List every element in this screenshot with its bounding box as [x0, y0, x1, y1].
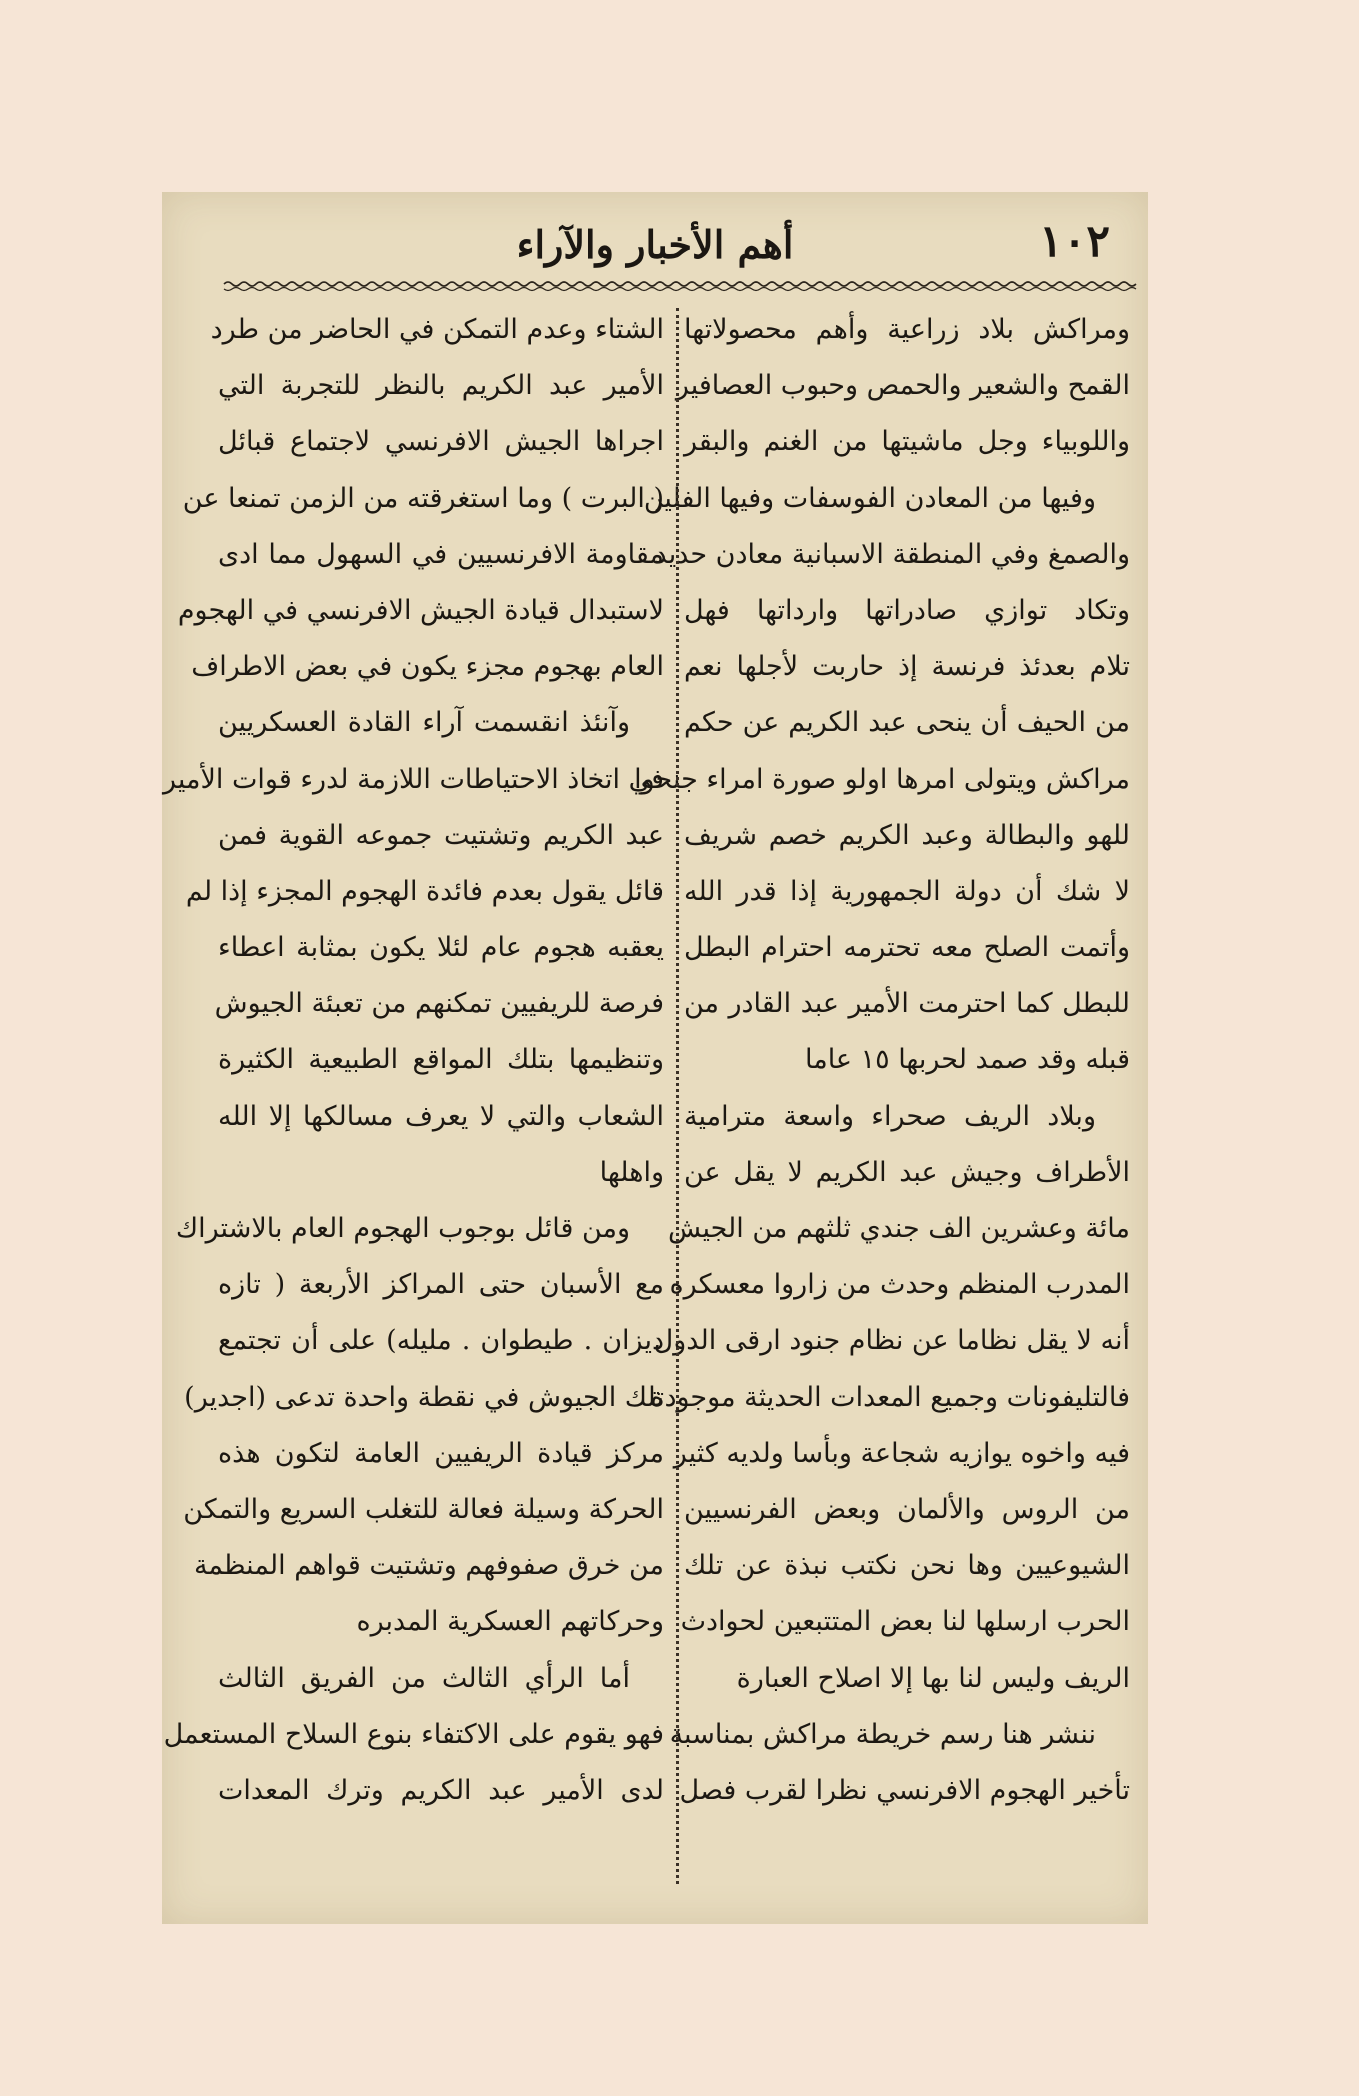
text-line: الشيوعيين وها نحن نكتب نبذة عن تلك	[684, 1550, 1130, 1582]
text-line: لاستبدال قيادة الجيش الافرنسي في الهجوم	[177, 594, 664, 626]
text-line: فهو يقوم على الاكتفاء بنوع السلاح المستعمل	[163, 1718, 664, 1750]
text-line: من الروس والألمان وبعض الفرنسيين	[684, 1493, 1130, 1525]
text-line: الأمير عبد الكريم بالنظر للتجربة التي	[218, 370, 664, 402]
text-line: الريف وليس لنا بها إلا اصلاح العبارة	[736, 1662, 1130, 1694]
text-line: أنه لا يقل نظاما عن نظام جنود ارقى الدول	[653, 1325, 1130, 1357]
column-divider	[676, 308, 679, 1884]
text-line: فيه واخوه يوازيه شجاعة وبأسا ولديه كثير	[673, 1437, 1130, 1469]
text-line: الشعاب والتي لا يعرف مسالكها إلا الله	[218, 1100, 664, 1132]
text-line: الأطراف وجيش عبد الكريم لا يقل عن	[684, 1156, 1130, 1188]
text-line: العام بهجوم مجزء يكون في بعض الاطراف	[191, 651, 664, 683]
text-line: من الحيف أن ينحى عبد الكريم عن حكم	[684, 707, 1130, 739]
text-line: قائل يقول بعدم فائدة الهجوم المجزء إذا لم	[185, 875, 664, 907]
text-line: مركز قيادة الريفيين العامة لتكون هذه	[218, 1437, 664, 1469]
decorative-wavy-rule	[224, 280, 1130, 292]
text-line: وفيها من المعادن الفوسفات وفيها الفلين	[643, 482, 1096, 514]
text-line: مقاومة الافرنسيين في السهول مما ادى	[218, 538, 664, 570]
text-line: وتكاد توازي صادراتها وارداتها فهل	[684, 594, 1130, 626]
page-number: ١٠٢	[1039, 216, 1110, 267]
text-line: وأتمت الصلح معه تحترمه احترام البطل	[684, 932, 1130, 964]
text-line: للبطل كما احترمت الأمير عبد القادر من	[684, 988, 1130, 1020]
left-column	[163, 302, 664, 1884]
text-line: اجراها الجيش الافرنسي لاجتماع قبائل	[218, 426, 664, 458]
text-line: والصمغ وفي المنطقة الاسبانية معادن حديد	[654, 538, 1130, 570]
page-header	[162, 212, 1148, 282]
text-line: تلك الجيوش في نقطة واحدة تدعى (اجدير)	[184, 1381, 664, 1413]
right-column	[634, 302, 1130, 1884]
text-line: تلام بعدئذ فرنسة إذ حاربت لأجلها نعم	[684, 651, 1130, 683]
text-line: في اتخاذ الاحتياطات اللازمة لدرء قوات الأمير	[163, 763, 664, 795]
text-line: الشتاء وعدم التمكن في الحاضر من طرد	[210, 314, 664, 345]
text-line: ومن قائل بوجوب الهجوم العام بالاشتراك	[175, 1213, 630, 1244]
text-line: قبله وقد صمد لحربها ١٥ عاما	[805, 1044, 1130, 1076]
text-line: لا شك أن دولة الجمهورية إذا قدر الله	[684, 875, 1130, 907]
text-line: فالتليفونات وجميع المعدات الحديثة موجودة	[650, 1381, 1130, 1413]
text-line: أما الرأي الثالث من الفريق الثالث	[218, 1662, 630, 1694]
text-line: القمح والشعير والحمص وحبوب العصافير	[675, 370, 1130, 402]
text-line: لدى الأمير عبد الكريم وترك المعدات	[218, 1774, 664, 1806]
text-line: من خرق صفوفهم وتشتيت قواهم المنظمة	[193, 1550, 664, 1582]
text-line: مائة وعشرين الف جندي ثلثهم من الجيش	[668, 1213, 1130, 1244]
text-line: وحركاتهم العسكرية المدبره	[356, 1606, 664, 1638]
text-line: واللوبياء وجل ماشيتها من الغنم والبقر	[684, 426, 1130, 458]
text-line: يعقبه هجوم عام لئلا يكون بمثابة اعطاء	[218, 932, 664, 964]
text-line: الحركة وسيلة فعالة للتغلب السريع والتمكن	[183, 1493, 664, 1525]
text-line: واهلها	[599, 1156, 664, 1188]
text-line: تأخير الهجوم الافرنسي نظرا لقرب فصل	[679, 1774, 1130, 1806]
text-line: وتنظيمها بتلك المواقع الطبيعية الكثيرة	[218, 1044, 664, 1076]
running-title: أهم الأخبار والآراء	[516, 222, 794, 267]
text-line: وبلاد الريف صحراء واسعة مترامية	[684, 1100, 1096, 1132]
text-line: مع الأسبان حتى المراكز الأربعة ( تازه	[218, 1269, 664, 1301]
text-line: ننشر هنا رسم خريطة مراكش بمناسبة	[669, 1718, 1096, 1750]
text-line: الحرب ارسلها لنا بعض المتتبعين لحوادث	[680, 1606, 1130, 1638]
text-line: ومراكش بلاد زراعية وأهم محصولاتها	[684, 314, 1130, 345]
text-line: عبد الكريم وتشتيت جموعه القوية فمن	[218, 819, 664, 851]
text-line: للهو والبطالة وعبد الكريم خصم شريف	[684, 819, 1130, 851]
text-line: المدرب المنظم وحدث من زاروا معسكره	[669, 1269, 1130, 1301]
text-line: ( البرت ) وما استغرقته من الزمن تمنعا عن	[182, 482, 664, 514]
text-line: وآنئذ انقسمت آراء القادة العسكريين	[218, 707, 630, 739]
book-page	[162, 192, 1148, 1924]
two-column-text	[163, 302, 1130, 1884]
text-line: مراكش ويتولى امرها اولو صورة امراء جنحوا	[634, 763, 1130, 795]
text-line: فرصة للريفيين تمكنهم من تعبئة الجيوش	[214, 988, 664, 1020]
text-line: ديزان . طيطوان . مليله) على أن تجتمع	[218, 1325, 664, 1357]
